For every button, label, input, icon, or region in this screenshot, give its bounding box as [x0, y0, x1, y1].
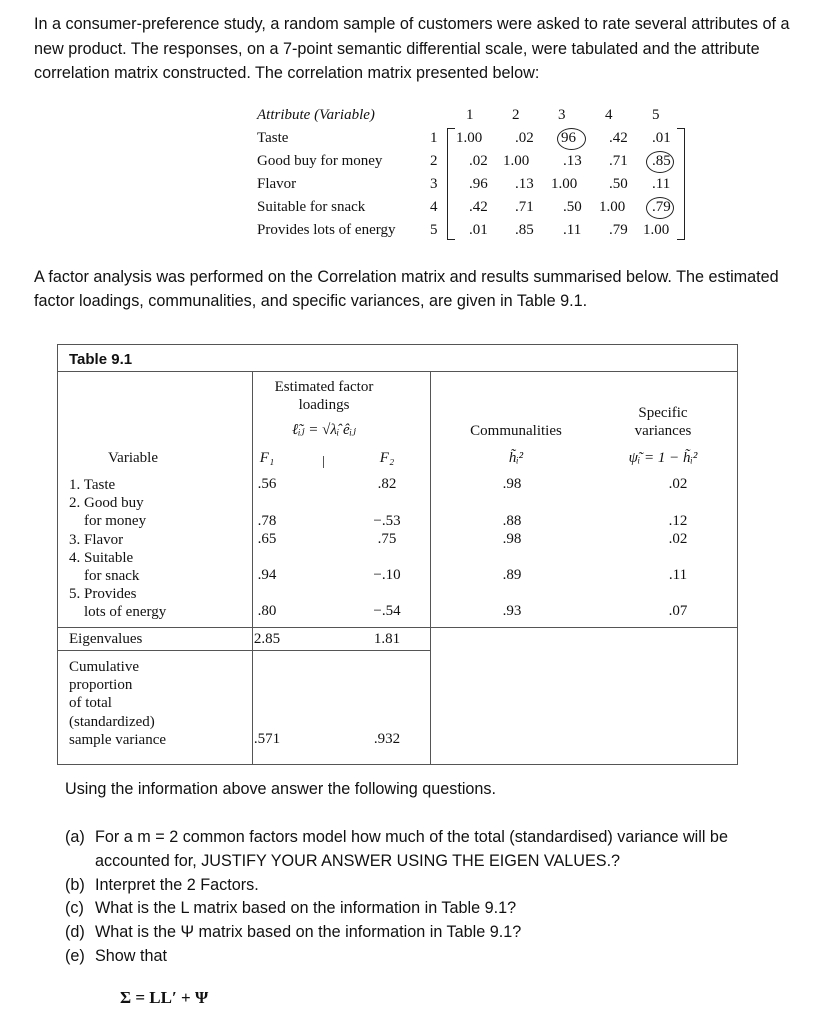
row-index: 3 [430, 176, 438, 192]
question-text: What is the Ψ matrix based on the information in Table 9.1? [95, 923, 522, 942]
f2-header: F₂ [379, 450, 395, 466]
matrix-cell: .50 [563, 199, 582, 215]
cumulative-label: Cumulative proportion of total (standardized) sample variance [69, 659, 167, 748]
matrix-cell: 1.00 [456, 130, 483, 146]
matrix-cell: 1.00 [643, 222, 670, 238]
col-number: 1 [466, 107, 474, 123]
row-label: Provides lots of energy [257, 222, 396, 238]
specific-value: .11 [668, 567, 688, 583]
loadings-header: loadings [298, 397, 350, 413]
row-index: 2 [430, 153, 438, 169]
row-label: Flavor [257, 176, 297, 192]
f1-value: .94 [257, 567, 277, 583]
row-label: Taste [257, 130, 289, 146]
communality-value: .89 [502, 567, 522, 583]
question-list [65, 826, 795, 969]
variable-names: 1. Taste 2. Good buy for money 3. Flavor 4. Suitable for snack 5. Provides lots of energy [69, 477, 167, 621]
cumulative-f1: .571 [253, 731, 281, 747]
communality-value: .98 [502, 476, 522, 492]
loadings-header: Estimated factor [274, 379, 374, 395]
eigenvalue-f2: 1.81 [373, 631, 401, 647]
matrix-cell: .11 [563, 222, 582, 238]
communality-value: .93 [502, 603, 522, 619]
matrix-cell: .01 [652, 130, 671, 146]
matrix-cell: .13 [515, 176, 534, 192]
eigenvalue-f1: 2.85 [253, 631, 281, 647]
matrix-cell: .42 [469, 199, 488, 215]
questions-intro: Using the information above answer the following questions. [65, 780, 497, 798]
variable-header: Variable [108, 450, 158, 466]
question-item [65, 826, 795, 874]
question-label: (e) [65, 946, 85, 965]
matrix-cell: .85 [652, 153, 671, 169]
highlight-circle [646, 197, 674, 219]
row-label: Suitable for snack [257, 199, 366, 215]
matrix-cell: .96 [469, 176, 488, 192]
specific-value: .02 [668, 531, 688, 547]
question-item [65, 897, 795, 921]
matrix-cell: .42 [609, 130, 628, 146]
f2-value: −.53 [373, 513, 401, 529]
f2-value: −.54 [373, 603, 401, 619]
communality-value: .98 [502, 531, 522, 547]
specific-value: .02 [668, 476, 688, 492]
specific-value: .07 [668, 603, 688, 619]
f2-value: .75 [377, 531, 397, 547]
matrix-cell: .50 [609, 176, 628, 192]
matrix-cell: .79 [652, 199, 671, 215]
f1-value: .56 [257, 476, 277, 492]
matrix-cell: .71 [609, 153, 628, 169]
specific-header: variances [634, 423, 692, 439]
formula: Σ = LL′ + Ψ [120, 988, 209, 1007]
col-number: 2 [512, 107, 520, 123]
f1-header: F₁ [259, 450, 275, 466]
highlight-circle [557, 128, 586, 150]
col-number: 3 [558, 107, 566, 123]
question-label: (b) [65, 875, 85, 894]
col-number: 5 [652, 107, 660, 123]
f1-value: .80 [257, 603, 277, 619]
matrix-cell: .02 [469, 153, 488, 169]
table-9-1 [57, 344, 738, 765]
f2-value: .82 [377, 476, 397, 492]
matrix-cell: .71 [515, 199, 534, 215]
matrix-cell: .02 [515, 130, 534, 146]
question-text: For a m = 2 common factors model how much of the total (standardised) variance will be accounted for, JUSTIFY YOUR ANSWER USING THE EIGEN VALUES.? [95, 828, 728, 870]
row-index: 5 [430, 222, 438, 238]
intro-paragraph: In a consumer-preference study, a random sample of customers were asked to rate several attributes of a new product. The responses, on a 7-point semantic differential scale, were tabulated and the attribute correlation matrix constructed. The correlation matrix presented below: [34, 15, 790, 82]
attribute-header: Attribute (Variable) [257, 107, 375, 123]
specific-header: Specific [638, 405, 688, 421]
specific-formula: ψ̃ᵢ = 1 − h̃ᵢ² [628, 450, 698, 466]
matrix-cell: .13 [563, 153, 582, 169]
matrix-cell: 1.00 [551, 176, 578, 192]
cumulative-f2: .932 [373, 731, 401, 747]
row-index: 4 [430, 199, 438, 215]
left-bracket [447, 128, 455, 240]
matrix-cell: 96 [561, 130, 576, 146]
h-header: h̃ᵢ² [508, 450, 524, 466]
eigenvalues-label: Eigenvalues [69, 631, 143, 647]
matrix-cell: .01 [469, 222, 488, 238]
question-item [65, 874, 795, 898]
question-label: (a) [65, 828, 85, 846]
matrix-cell: 1.00 [503, 153, 530, 169]
question-label: (d) [65, 923, 85, 942]
matrix-cell: .85 [515, 222, 534, 238]
question-label: (c) [65, 899, 84, 918]
row-label: Good buy for money [257, 153, 383, 169]
highlight-circle [646, 151, 674, 173]
question-item [65, 945, 795, 969]
question-text: What is the L matrix based on the information in Table 9.1? [95, 899, 517, 918]
matrix-cell: .79 [609, 222, 628, 238]
specific-value: .12 [668, 513, 688, 529]
f1-value: .78 [257, 513, 277, 529]
loadings-formula: ℓ̃ᵢⱼ = √λ̂ᵢ êᵢⱼ [291, 422, 357, 438]
correlation-matrix [0, 0, 822, 260]
question-text: Interpret the 2 Factors. [95, 875, 259, 894]
table-caption: Table 9.1 [69, 351, 133, 368]
question-text: Show that [95, 946, 167, 965]
analysis-paragraph: A factor analysis was performed on the Correlation matrix and results summarised below. The estimated factor loadings, communalities, and specific variances, are given in Table 9.1. [34, 268, 779, 310]
communalities-header: Communalities [470, 423, 562, 439]
f1-value: .65 [257, 531, 277, 547]
question-item [65, 921, 795, 945]
communality-value: .88 [502, 513, 522, 529]
col-number: 4 [605, 107, 613, 123]
matrix-cell: .11 [652, 176, 671, 192]
row-index: 1 [430, 130, 438, 146]
right-bracket [677, 128, 685, 240]
f2-value: −.10 [373, 567, 401, 583]
matrix-cell: 1.00 [599, 199, 626, 215]
